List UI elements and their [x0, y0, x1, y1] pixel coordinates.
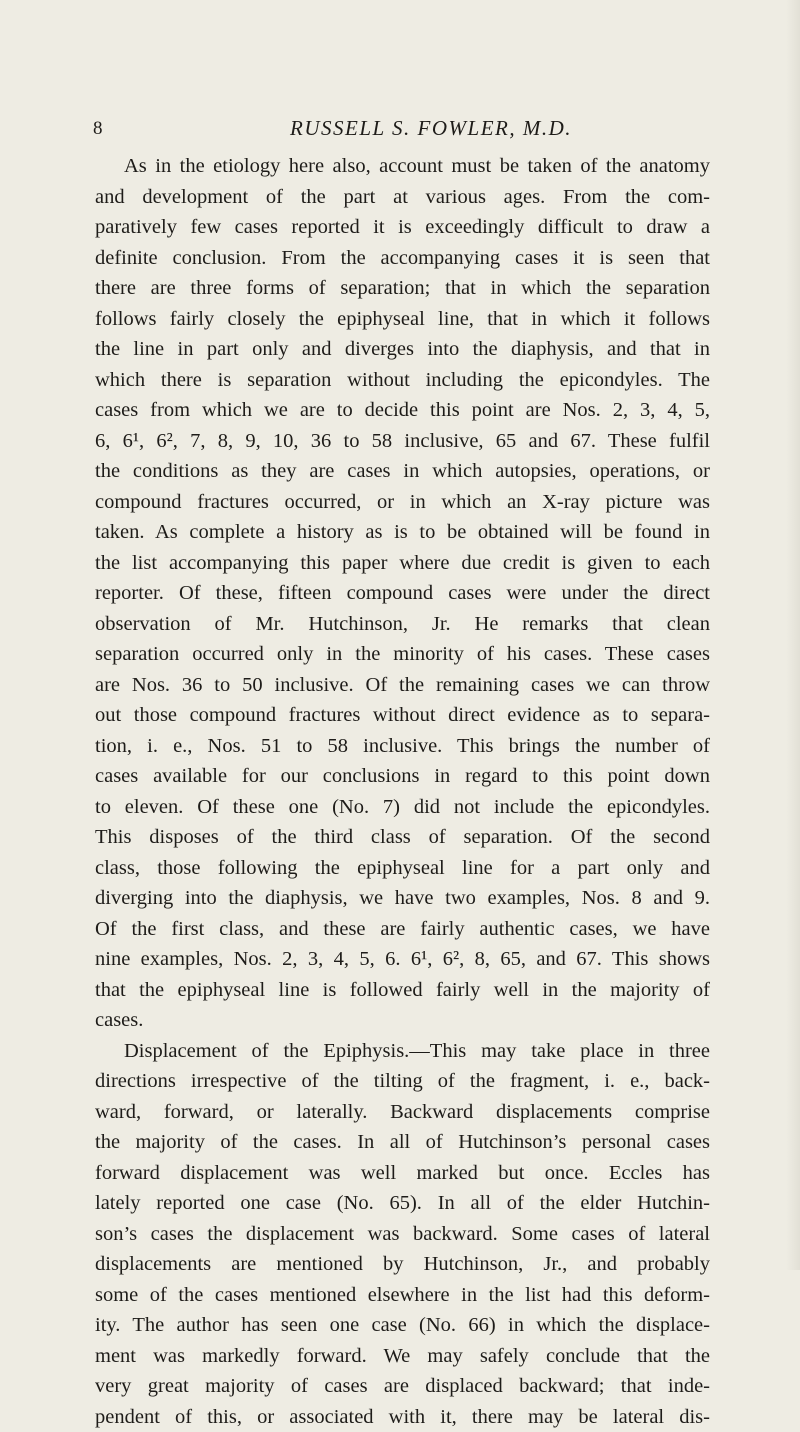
text-line: and development of the part at various ages. From the com- — [95, 182, 710, 213]
text-line: there are three forms of separation; that in which the separation — [95, 273, 710, 304]
text-line: observation of Mr. Hutchinson, Jr. He remarks that clean — [95, 609, 710, 640]
text-line: very great majority of cases are displaced backward; that inde- — [95, 1371, 710, 1402]
text-line: forward displacement was well marked but once. Eccles has — [95, 1158, 710, 1189]
text-line: which there is separation without including the epicondyles. The — [95, 365, 710, 396]
text-line: displacements are mentioned by Hutchinson, Jr., and probably — [95, 1249, 710, 1280]
page-header — [0, 116, 800, 146]
text-line: the conditions as they are cases in which autopsies, operations, or — [95, 456, 710, 487]
text-line: ward, forward, or laterally. Backward displacements comprise — [95, 1097, 710, 1128]
text-line: Of the first class, and these are fairly authentic cases, we have — [95, 914, 710, 945]
text-line: ity. The author has seen one case (No. 66) in which the displace- — [95, 1310, 710, 1341]
text-line: some of the cases mentioned elsewhere in the list had this deform- — [95, 1280, 710, 1311]
text-line: the line in part only and diverges into the diaphysis, and that in — [95, 334, 710, 365]
text-line: the list accompanying this paper where due credit is given to each — [95, 548, 710, 579]
body-text — [95, 151, 710, 1432]
text-line: follows fairly closely the epiphyseal line, that in which it follows — [95, 304, 710, 335]
text-line: As in the etiology here also, account must be taken of the anatomy — [95, 151, 710, 182]
text-line: definite conclusion. From the accompanying cases it is seen that — [95, 243, 710, 274]
text-line: tion, i. e., Nos. 51 to 58 inclusive. This brings the number of — [95, 731, 710, 762]
text-line: cases available for our conclusions in regard to this point down — [95, 761, 710, 792]
text-line: the majority of the cases. In all of Hutchinson’s personal cases — [95, 1127, 710, 1158]
text-line: cases from which we are to decide this point are Nos. 2, 3, 4, 5, — [95, 395, 710, 426]
text-line: ment was markedly forward. We may safely conclude that the — [95, 1341, 710, 1372]
text-line: to eleven. Of these one (No. 7) did not include the epicondyles. — [95, 792, 710, 823]
text-line: son’s cases the displacement was backward. Some cases of lateral — [95, 1219, 710, 1250]
text-line: reporter. Of these, fifteen compound cases were under the direct — [95, 578, 710, 609]
text-line: are Nos. 36 to 50 inclusive. Of the remaining cases we can throw — [95, 670, 710, 701]
text-line: diverging into the diaphysis, we have two examples, Nos. 8 and 9. — [95, 883, 710, 914]
text-line: compound fractures occurred, or in which an X-ray picture was — [95, 487, 710, 518]
text-line: separation occurred only in the minority of his cases. These cases — [95, 639, 710, 670]
text-line: taken. As complete a history as is to be obtained will be found in — [95, 517, 710, 548]
text-line: 6, 6¹, 6², 7, 8, 9, 10, 36 to 58 inclusive, 65 and 67. These fulfil — [95, 426, 710, 457]
text-line: paratively few cases reported it is exceedingly difficult to draw a — [95, 212, 710, 243]
page-number: 8 — [93, 118, 103, 140]
text-line: lately reported one case (No. 65). In all of the elder Hutchin- — [95, 1188, 710, 1219]
section-heading-line: Displacement of the Epiphysis.—This may take place in three — [95, 1036, 710, 1067]
paragraph-end-line: cases. — [95, 1005, 710, 1036]
running-head: RUSSELL S. FOWLER, M.D. — [290, 116, 572, 141]
text-line: nine examples, Nos. 2, 3, 4, 5, 6. 6¹, 6², 8, 65, and 67. This shows — [95, 944, 710, 975]
text-line: pendent of this, or associated with it, there may be lateral dis- — [95, 1402, 710, 1432]
text-line: directions irrespective of the tilting of the fragment, i. e., back- — [95, 1066, 710, 1097]
text-line: This disposes of the third class of separation. Of the second — [95, 822, 710, 853]
page-edge — [786, 0, 800, 1270]
text-line: that the epiphyseal line is followed fairly well in the majority of — [95, 975, 710, 1006]
text-line: out those compound fractures without direct evidence as to separa- — [95, 700, 710, 731]
text-line: class, those following the epiphyseal line for a part only and — [95, 853, 710, 884]
